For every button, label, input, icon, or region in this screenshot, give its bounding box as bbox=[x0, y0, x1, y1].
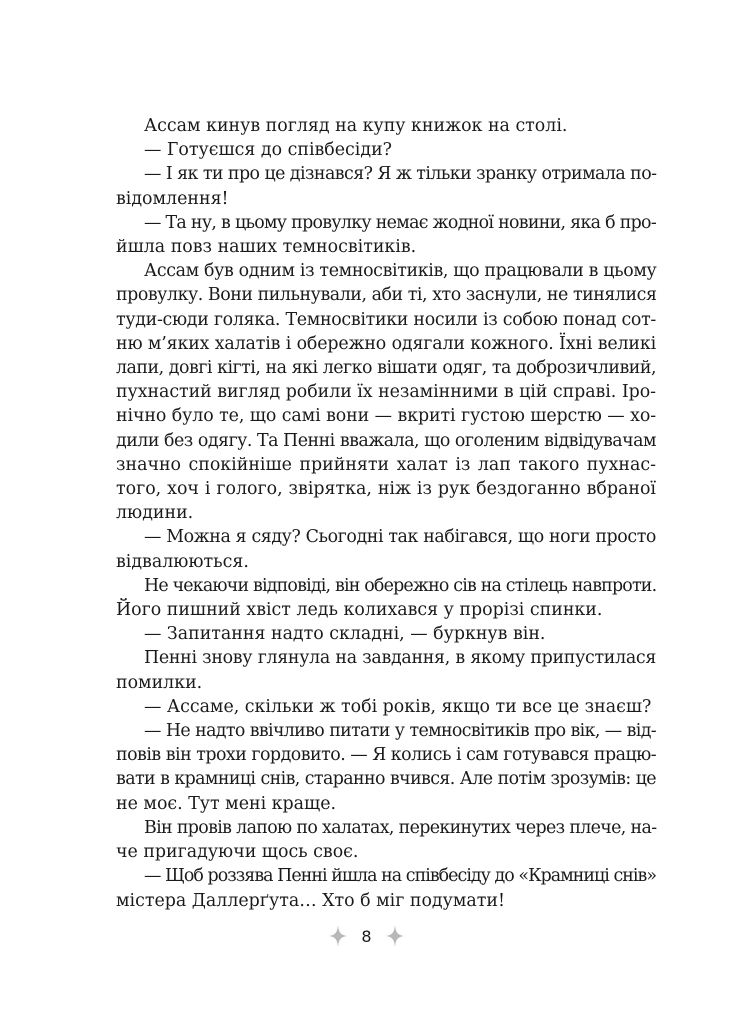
paragraph bbox=[116, 259, 656, 525]
text-line: йшла повз наших темносвітиків. bbox=[116, 237, 417, 258]
text-line: того, хоч і голого, звірятка, ніж із рук бездоганно вбраної bbox=[116, 479, 656, 500]
text-line: — І як ти про це дізнався? Я ж тільки зранку отримала по- bbox=[144, 164, 657, 185]
text-line: Не чекаючи відповіді, він обережно сів на стілець навпроти. bbox=[144, 575, 657, 596]
text-line: провулку. Вони пильнували, аби ті, хто заснули, не тинялися bbox=[116, 285, 657, 306]
text-line: містера Даллерґута… Хто б міг подумати! bbox=[116, 890, 505, 911]
text-line: дили без одягу. Та Пенні вважала, що оголеним відвідувачам bbox=[116, 430, 656, 451]
text-line: туди-сюди голяка. Темносвітики носили із собою понад сот- bbox=[116, 309, 656, 330]
text-line: — Запитання надто складні, — буркнув він. bbox=[144, 624, 546, 645]
text-line: — Щоб роззява Пенні йшла на співбесіду до «Крамниці снів» bbox=[144, 866, 657, 887]
text-line: че пригадуючи щось своє. bbox=[116, 842, 359, 863]
paragraph bbox=[116, 864, 656, 912]
text-line: помилки. bbox=[116, 672, 203, 693]
text-line: не моє. Тут мені краще. bbox=[116, 793, 337, 814]
text-line: Його пишний хвіст ледь колихався у прорізі спинки. bbox=[116, 600, 603, 621]
paragraph bbox=[116, 211, 656, 259]
text-line: Ассам був одним із темносвітиків, що працювали в цьому bbox=[144, 261, 657, 282]
sparkle-left-icon bbox=[329, 925, 347, 947]
text-line: — Та ну, в цьому провулку немає жодної новини, яка б про- bbox=[144, 212, 656, 233]
text-line: — Не надто ввічливо питати у темносвітиків про вік, — від- bbox=[144, 721, 656, 742]
text-line: Ассам кинув погляд на купу книжок на столі. bbox=[144, 116, 568, 136]
text-line: людини. bbox=[116, 503, 194, 524]
text-line: Він провів лапою по халатах, перекинутих через плече, на- bbox=[144, 817, 657, 838]
paragraph bbox=[116, 695, 656, 719]
text-line: лапи, довгі кігті, на які легко вішати одяг, та доброзичливий, bbox=[116, 358, 656, 379]
text-line: вати в крамниці снів, старанно вчився. Але потім зрозумів: це bbox=[116, 769, 656, 790]
paragraph bbox=[116, 162, 656, 210]
paragraph bbox=[116, 646, 656, 694]
paragraph bbox=[116, 816, 656, 864]
page-footer bbox=[0, 921, 733, 951]
paragraph bbox=[116, 138, 656, 162]
text-line: ню м’яких халатів і обережно одягали кожного. Їхні великі bbox=[116, 333, 656, 354]
text-line: повів він трохи гордовито. — Я колись і сам готувався працю- bbox=[116, 745, 657, 766]
page-number: 8 bbox=[361, 926, 372, 946]
text-line: відвалюються. bbox=[116, 551, 249, 572]
paragraph bbox=[116, 574, 656, 622]
text-line: — Можна я сяду? Сьогодні так набігався, що ноги просто bbox=[144, 527, 656, 548]
text-line: пухнастий вигляд робили їх незамінними в цій справі. Іро- bbox=[116, 382, 656, 403]
text-line: — Ассаме, скільки ж тобі років, якщо ти все це знаєш? bbox=[144, 696, 652, 717]
text-line: нічно було те, що самі вони — вкриті густою шерстю — хо- bbox=[116, 406, 656, 427]
paragraph bbox=[116, 525, 656, 573]
paragraph bbox=[116, 114, 656, 138]
text-line: Пенні знову глянула на завдання, в якому припустилася bbox=[144, 648, 656, 669]
text-line: відомлення! bbox=[116, 188, 229, 209]
text-line: — Готуєшся до співбесіди? bbox=[144, 140, 392, 161]
paragraph bbox=[116, 622, 656, 646]
text-line: значно спокійніше прийняти халат із лап такого пухнас- bbox=[116, 454, 656, 475]
paragraph bbox=[116, 719, 656, 816]
sparkle-right-icon bbox=[386, 925, 404, 947]
body-text bbox=[116, 114, 656, 913]
